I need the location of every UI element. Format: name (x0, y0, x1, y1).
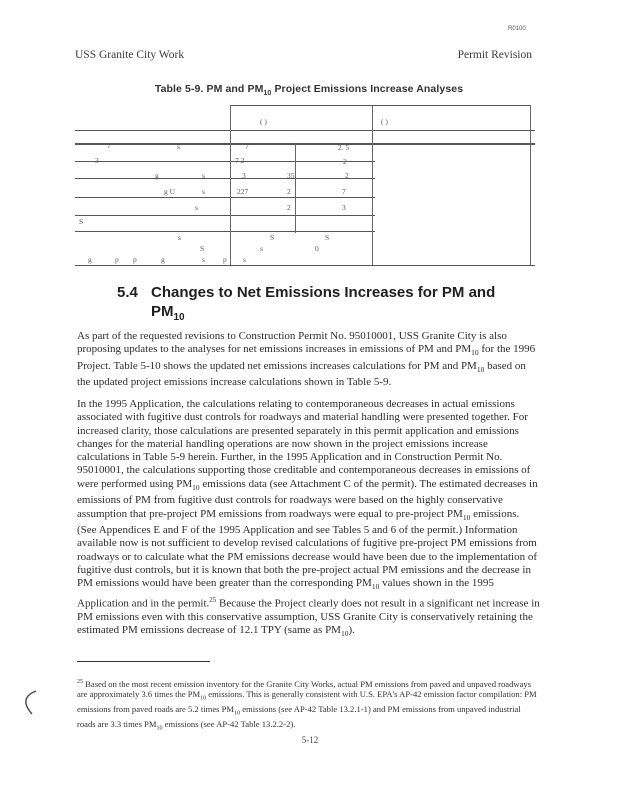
table-rule-header (75, 130, 535, 131)
footnote-reference: 25 (209, 595, 217, 604)
table-rule-row (75, 231, 375, 232)
table-cell: 7 (342, 187, 346, 196)
table-rule-header-bottom (75, 143, 535, 145)
p2-text: Because the Project clearly does not result in a significant net increase in PM emissions even with this conservative assumption, USS Granite City is conservatively retaining the estimated PM emissions decrease of 12.1 TPY (same as PM (77, 597, 540, 636)
section-title-line1: Changes to Net Emissions Increases for PM and (151, 284, 496, 301)
table-cell: 35 (287, 171, 295, 180)
footnote-subscript: 10 (200, 695, 207, 702)
footnote-subscript: 10 (234, 710, 241, 717)
emissions-table (75, 105, 535, 270)
section-title-subscript: 10 (173, 312, 185, 323)
paragraph-2 (77, 398, 541, 640)
table-cell: 2. 5 (338, 143, 350, 152)
table-cell: 227 (237, 187, 249, 196)
p1-text: for the 1996 Project. Table 5-10 shows the updated net emissions increases calculations for PM and PM (77, 343, 536, 372)
table-rule-top (230, 105, 530, 106)
p2-text: In the 1995 Application, the calculations relating to contemporaneous decreases in actual emissions associated with fugitive dust controls for roadways and material handling were presented together. For increased clarity, those calculations are presented separately in this permit application and emissions changes for the material handling operations are now shown in the project emissions increase calculations in Table 5-9 herein. Further, in the 1995 Application and in Construction Permit No. 95010001, the calculations supporting those creditable and contemporaneous decreases in emissions of were performed using PM (77, 398, 531, 490)
p2-text: emissions data (see Attachment C of the permit). The estimated decreases in emissions of PM from fugitive dust controls for roadways were based on the highly conservative assumption that pre-project PM emissions from roadways were equal to pre-project PM (77, 477, 538, 520)
table-rule-row (75, 197, 375, 198)
footnote-text: emissions. This is generally consistent with U.S. EPA's AP-42 emission factor compilation: PM emissions from paved roads are 5.2 times PM (77, 689, 537, 714)
table-title-prefix: Table 5-9. PM and PM (154, 83, 264, 95)
table-cell: ( ) (381, 117, 388, 126)
table-title-suffix: Project Emissions Increase Analyses (271, 83, 464, 95)
page-number: 5-12 (301, 735, 319, 745)
table-cell: s (195, 203, 198, 212)
section-number: 5.4 (117, 284, 138, 301)
table-cell: 7 (245, 142, 249, 151)
table-col-rule (372, 105, 373, 265)
table-cell: S (79, 217, 84, 226)
table-rule-row (75, 215, 375, 216)
table-col-rule (530, 105, 531, 265)
table-rule-bottom (75, 265, 535, 266)
p1-subscript: 10 (471, 348, 479, 358)
section-title-pm: PM (151, 303, 174, 320)
table-title (60, 83, 558, 97)
footnote-subscript: 10 (156, 725, 163, 732)
table-cell: 2 (345, 171, 349, 180)
table-col-rule (230, 105, 231, 265)
p2-text: ). (348, 623, 355, 636)
p2-text: emissions. (See Appendices E and F of the 1995 Application and see Tables 5 and 6 of the permit.) Information available now is not sufficient to develop revised calculations of fugitive pre-project PM emissions from roadways or to calculate what the PM emissions decrease would have been due to the implementation of fugitive dust controls, but it is known that both the pre-project actual PM emissions and the decrease in PM emissions would have been greater than the corresponding PM (77, 507, 538, 590)
document-stamp: R0100 (508, 26, 526, 32)
running-header-right: Permit Revision (457, 49, 532, 61)
table-cell: s (243, 255, 246, 264)
p2-subscript: 10 (340, 629, 349, 639)
footnote-separator (77, 661, 210, 662)
table-cell: 7 2 (235, 156, 245, 165)
table-cell: s (202, 187, 205, 196)
p2-text: values shown in the 1995 Application and in the permit. (77, 577, 494, 610)
p2-subscript: 10 (192, 482, 200, 492)
table-cell: 7 (107, 141, 111, 150)
table-cell: g U (164, 187, 176, 196)
p1-subscript: 10 (476, 364, 485, 374)
table-cell: 3 (342, 203, 346, 212)
table-cell: g (88, 255, 92, 264)
table-rule-row (75, 178, 375, 179)
p2-subscript: 10 (462, 512, 471, 522)
table-cell: 2 (343, 157, 347, 166)
table-cell: p (133, 255, 137, 264)
table-cell: 2 (287, 203, 291, 212)
section-heading (117, 283, 495, 327)
p2-subscript: 10 (371, 582, 380, 592)
footnote-25 (77, 677, 541, 734)
p1-text: As part of the requested revisions to Construction Permit No. 95010001, USS Granite City is also proposing updates to the analyses for net emissions increases in emissions of PM and PM (77, 330, 507, 356)
table-cell: g (155, 171, 159, 180)
footnote-text: emissions (see AP-42 Table 13.2.1-1) and PM emissions from unpaved industrial roads are 3.3 times PM (77, 703, 521, 729)
scan-artifact-arc (12, 688, 42, 718)
table-cell: 3 (95, 156, 99, 165)
paragraph-1 (77, 330, 541, 390)
running-header-left: USS Granite City Work (75, 49, 185, 61)
table-cell: s (177, 142, 180, 151)
table-col-rule (295, 143, 296, 233)
table-cell: S (200, 244, 205, 253)
footnote-text: Based on the most recent emission inventory for the Granite City Works, actual PM emissions from paved and unpaved roadways are approximately 3.6 times the PM (77, 678, 532, 700)
table-cell: S (270, 233, 275, 242)
table-cell: s (202, 255, 205, 264)
table-title-subscript: 10 (263, 90, 272, 98)
table-cell: 2 (287, 187, 291, 196)
footnote-text: emissions (see AP-42 Table 13.2.2-2). (162, 718, 296, 729)
table-cell: s (202, 171, 205, 180)
table-cell: 3 (242, 171, 246, 180)
table-cell: g (161, 255, 165, 264)
section-title-line2 (117, 302, 495, 327)
footnote-marker: 25 (77, 679, 83, 685)
table-cell: S (325, 233, 330, 242)
table-cell: ( ) (260, 117, 267, 126)
table-cell: p (115, 255, 119, 264)
p1-text: based on the updated project emissions increase calculations shown in Table 5-9. (77, 359, 526, 389)
table-cell: 0 (315, 244, 319, 253)
table-cell: s (260, 244, 263, 253)
table-rule-row (75, 161, 375, 162)
table-cell: s (178, 233, 181, 242)
table-cell: p (223, 255, 227, 264)
